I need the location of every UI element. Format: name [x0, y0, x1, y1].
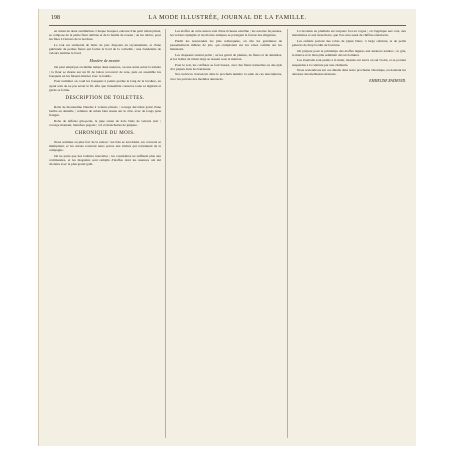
paragraph: Les chapeaux restent petits ; on les garnit de plumes, de fleurs et de dentelles, et les brides de ruban large se nouent sous le menton.: [170, 52, 282, 61]
paragraph: On peut employer en même temps deux nuances, ou une seule selon la toilette ; la fleur se monte sur un fil de laiton recouvert de soie, puis on assemble les bouquets en les faisant alterner avec la feuille.: [49, 65, 161, 78]
paragraph: Les étoffes de cette saison sont d'une richesse extrême ; les soieries façonnées, les velours épinglés et les moires antiques se partagent la faveur des élégantes.: [170, 29, 282, 38]
paragraph: Pour le soir, les coiffures se font basses, avec des fleurs naturelles ou des épis d'or piqués dans les bandeaux.: [170, 62, 282, 71]
column-2: [170, 29, 282, 438]
page-number: 198: [51, 15, 60, 21]
paragraph: Nous reviendrons sur ces détails dans notre prochaine chronique, en donnant les adresses des meilleures maisons.: [292, 68, 406, 77]
paragraph: Nous sommes au plus fort de la saison : les bals se succèdent, les concerts se multiplient, et les salons rouvrent leurs portes aux invités qui reviennent de la campagne.: [49, 140, 161, 153]
paragraph: Pour terminer on coud les bouquets à points perdus le long de la bordure, en ayant soin de ne pas serrer le fil, afin que l'ensemble conserve toute sa légèreté et garde sa forme.: [49, 79, 161, 92]
paragraph: Les éventails sont peints à la main, montés sur nacre ou sur ivoire, et se portent suspendus à la ceinture par une chaînette.: [292, 58, 406, 67]
column-3: [292, 29, 406, 438]
paragraph: en ruban de deux centimètres. Chaque bouquet, entouré d'un petit ruban plissé, se compose de la petite fleur ombrée et de la feuille de roseau ; on les relève, pour les fixer à l'envers de la bordure.: [49, 29, 161, 42]
section-title-chronique: CHRONIQUE DU MOIS.: [74, 131, 136, 137]
paragraph: Les enfants portent des robes de piqué blanc, à large ceinture, et de petits paletots de drap bordés de fourrure.: [292, 38, 406, 47]
column-divider: [287, 29, 288, 438]
paragraph: On ne parle que des toilettes nouvelles ; les couturières ne suffisent plus aux commandes, et les magasins sont remplis d'étoffes dont les nuances ont été choisies avec le plus grand goût.: [49, 154, 161, 167]
author-signature: EMMELINE RAYMOND.: [369, 78, 406, 83]
paragraph: Robe de taffetas gris-perle, la jupe ornée de trois biais de velours noir ; corsage montant, manches pagode ; col et manchettes de guipure.: [49, 118, 161, 127]
newspaper-page: [38, 9, 416, 446]
header-rule: [49, 25, 406, 26]
column-divider: [165, 29, 166, 438]
page-header: [39, 13, 416, 23]
paragraph: Le tout est surmonté de brins de jonc disposés en rayonnement, et d'une guirlande de petites fleurs qui forme le bord de la corbeille ; une bandelette de velours termine le fond.: [49, 42, 161, 56]
paragraph: Parmi les nouveautés les plus remarquées, on cite les garnitures de passementerie mêlées de jais, qui s'emploient sur les robes comme sur les manteaux.: [170, 38, 282, 52]
column-1: [49, 29, 161, 438]
subsection-title: Manière de monter.: [89, 58, 121, 64]
paragraph: Nos lectrices trouveront dans le prochain numéro la suite de ces descriptions, avec les patrons des modèles annoncés.: [170, 72, 282, 81]
section-title-toilettes: DESCRIPTION DE TOILETTES.: [65, 95, 145, 101]
running-head: LA MODE ILLUSTRÉE, JOURNAL DE LA FAMILLE.: [148, 15, 307, 21]
paragraph: La broderie au plumetis est toujours fort en vogue ; on l'applique aux cols, aux manchettes et aux mouchoirs, que l'on orne aussi de chiffres entrelacés.: [292, 29, 406, 38]
paragraph: On prépare pour le printemps des étoffes légères aux nuances tendres ; le gris, le mauve et le bleu pâle semblent devoir dominer.: [292, 48, 406, 57]
paragraph: Robe de mousseline blanche à volants plissés ; corsage décolleté garni d'une berthe en dentelle ; ceinture de ruban bleu nouée sur le côté, avec de longs pans frangés.: [49, 104, 161, 118]
